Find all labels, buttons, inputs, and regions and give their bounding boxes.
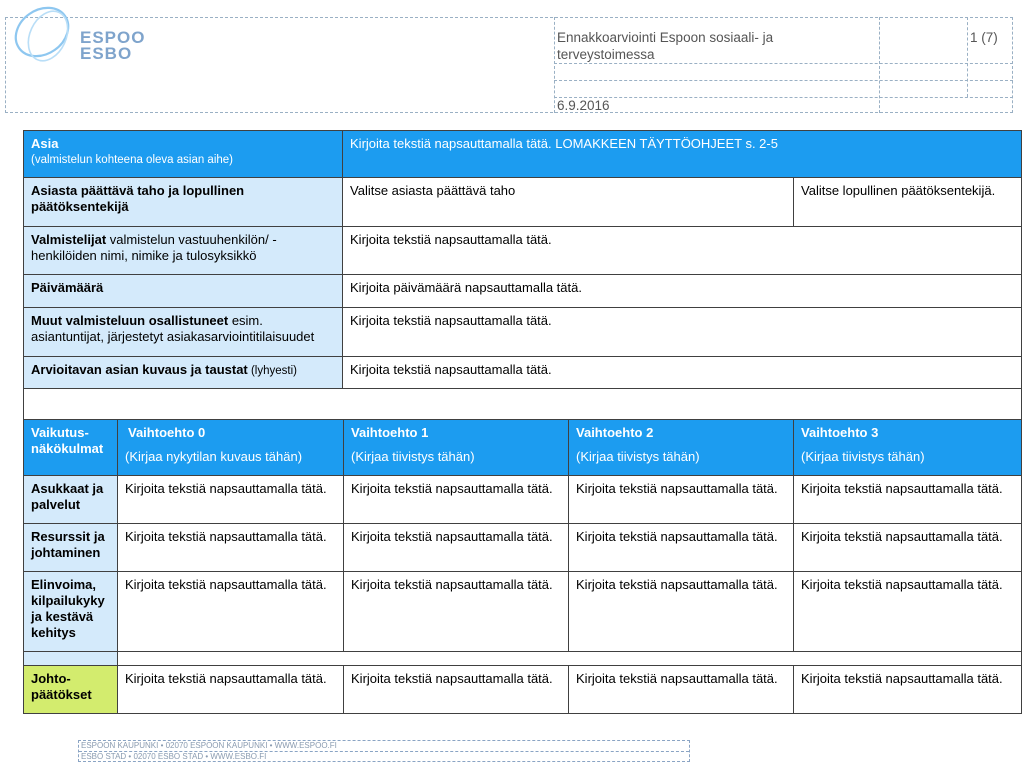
muut-sublabel: esim. asiantuntijat, järjestetyt asiakasarviointitilaisuudet <box>31 313 315 344</box>
option-1-title: Vaihtoehto 1 <box>351 425 429 440</box>
asia-label-cell <box>24 131 343 178</box>
option-0-header <box>118 420 344 476</box>
impact-cell-text: Kirjoita tekstiä napsauttamalla tätä. <box>576 529 778 544</box>
paattava-row <box>24 178 1022 227</box>
impact-cell-field[interactable] <box>118 524 344 572</box>
impact-cell-field[interactable] <box>118 572 344 652</box>
option-2-title: Vaihtoehto 2 <box>576 425 654 440</box>
option-1-subtitle: (Kirjaa tiivistys tähän) <box>351 449 475 464</box>
paattava-label: Asiasta päättävä taho ja lopullinen päätöksentekijä <box>24 178 343 227</box>
header-divider <box>554 63 1013 64</box>
conclusion-cell-text: Kirjoita tekstiä napsauttamalla tätä. <box>801 671 1003 686</box>
valmistelijat-label-cell <box>24 227 343 275</box>
impact-cell-text: Kirjoita tekstiä napsauttamalla tätä. <box>125 529 327 544</box>
lopullinen-paatoksentekija-select[interactable] <box>794 178 1022 227</box>
kuvaus-field[interactable] <box>343 357 1022 389</box>
valmistelijat-field[interactable] <box>343 227 1022 275</box>
impact-cell-text: Kirjoita tekstiä napsauttamalla tätä. <box>125 577 327 592</box>
option-2-header <box>569 420 794 476</box>
impact-cell-text: Kirjoita tekstiä napsauttamalla tätä. <box>801 577 1003 592</box>
logo-text-espoo: ESPOO <box>80 28 146 47</box>
spacer-row <box>24 389 1022 420</box>
document-title-line2: terveystoimessa <box>557 47 655 62</box>
header-divider <box>554 80 1013 81</box>
page-number: 1 (7) <box>970 30 998 45</box>
logo-text-esbo: ESBO <box>80 44 133 63</box>
impact-cell-text: Kirjoita tekstiä napsauttamalla tätä. <box>576 577 778 592</box>
muut-label: Muut valmisteluun osallistuneet <box>31 313 229 328</box>
impact-row-label: Asukkaat ja palvelut <box>24 476 118 524</box>
impact-cell-text: Kirjoita tekstiä napsauttamalla tätä. <box>351 529 553 544</box>
header-divider <box>554 17 555 113</box>
paattava-taho-value: Valitse asiasta päättävä taho <box>350 183 516 198</box>
impact-header-row <box>24 420 1022 476</box>
impact-cell-field[interactable] <box>794 572 1022 652</box>
espoo-logo <box>8 2 148 66</box>
conclusion-cell-field[interactable] <box>344 666 569 714</box>
paivamaara-label: Päivämäärä <box>24 275 343 308</box>
conclusion-row <box>24 666 1022 714</box>
option-3-header <box>794 420 1022 476</box>
header-divider <box>967 17 968 97</box>
kuvaus-sublabel: (lyhyesti) <box>247 365 297 377</box>
lopullinen-paatoksentekija-value: Valitse lopullinen päätöksentekijä. <box>801 183 996 198</box>
option-0-title: Vaihtoehto 0 <box>128 425 206 440</box>
impact-cell-field[interactable] <box>794 476 1022 524</box>
impact-row-resurssit <box>24 524 1022 572</box>
option-3-title: Vaihtoehto 3 <box>801 425 879 440</box>
valmistelijat-row <box>24 227 1022 275</box>
conclusion-cell-text: Kirjoita tekstiä napsauttamalla tätä. <box>576 671 778 686</box>
impact-cell-text: Kirjoita tekstiä napsauttamalla tätä. <box>351 481 553 496</box>
muut-value: Kirjoita tekstiä napsauttamalla tätä. <box>350 313 552 328</box>
footer-line-finnish: ESPOON KAUPUNKI • 02070 ESPOON KAUPUNKI • WWW.ESPOO.FI <box>81 741 337 750</box>
asia-label: Asia <box>31 136 59 151</box>
impact-row-label: Elinvoima, kilpailukyky ja kestävä kehitys <box>24 572 118 652</box>
impact-spacer-row <box>24 652 1022 666</box>
footer-line-swedish: ESBO STAD • 02070 ESBO STAD • WWW.ESBO.FI <box>79 751 689 762</box>
impact-cell-field[interactable] <box>344 476 569 524</box>
impact-cell-field[interactable] <box>794 524 1022 572</box>
impact-cell-field[interactable] <box>344 572 569 652</box>
asia-value: Kirjoita tekstiä napsauttamalla tätä. LOMAKKEEN TÄYTTÖOHJEET s. 2-5 <box>350 136 778 151</box>
conclusion-cell-field[interactable] <box>569 666 794 714</box>
impact-cell-field[interactable] <box>569 524 794 572</box>
asia-value-field[interactable] <box>343 131 1022 178</box>
document-title-line1: Ennakkoarviointi Espoon sosiaali- ja <box>557 30 774 45</box>
impact-cell-text: Kirjoita tekstiä napsauttamalla tätä. <box>801 529 1003 544</box>
conclusion-label: Johto-päätökset <box>24 666 118 714</box>
paattava-taho-select[interactable] <box>343 178 794 227</box>
conclusion-cell-text: Kirjoita tekstiä napsauttamalla tätä. <box>351 671 553 686</box>
muut-field[interactable] <box>343 308 1022 357</box>
valmistelijat-sublabel: valmistelun vastuuhenkilön/ -henkilöiden nimi, nimike ja tulosyksikkö <box>31 232 277 263</box>
impact-row-label: Resurssit ja johtaminen <box>24 524 118 572</box>
option-2-subtitle: (Kirjaa tiivistys tähän) <box>576 449 700 464</box>
document-title <box>557 29 877 63</box>
impact-cell-text: Kirjoita tekstiä napsauttamalla tätä. <box>801 481 1003 496</box>
impact-spacer-label <box>24 652 118 666</box>
impact-cell-field[interactable] <box>344 524 569 572</box>
option-1-header <box>344 420 569 476</box>
document-footer <box>78 740 690 762</box>
impact-cell-text: Kirjoita tekstiä napsauttamalla tätä. <box>125 481 327 496</box>
spacer-cell <box>24 389 1022 420</box>
asia-sublabel: (valmistelun kohteena oleva asian aihe) <box>31 154 234 166</box>
muut-row <box>24 308 1022 357</box>
impact-corner-label: Vaikutus-näkökulmat <box>24 420 118 476</box>
assessment-form-table <box>23 130 1022 714</box>
option-0-subtitle: (Kirjaa nykytilan kuvaus tähän) <box>125 449 303 464</box>
paivamaara-field[interactable] <box>343 275 1022 308</box>
impact-cell-text: Kirjoita tekstiä napsauttamalla tätä. <box>576 481 778 496</box>
kuvaus-value: Kirjoita tekstiä napsauttamalla tätä. <box>350 362 552 377</box>
impact-spacer-cell <box>118 652 1022 666</box>
conclusion-cell-field[interactable] <box>794 666 1022 714</box>
muut-label-cell <box>24 308 343 357</box>
paivamaara-value: Kirjoita päivämäärä napsauttamalla tätä. <box>350 280 582 295</box>
impact-row-asukkaat <box>24 476 1022 524</box>
document-date: 6.9.2016 <box>557 98 610 113</box>
conclusion-cell-field[interactable] <box>118 666 344 714</box>
valmistelijat-label: Valmistelijat <box>31 232 107 247</box>
paivamaara-row <box>24 275 1022 308</box>
impact-cell-text: Kirjoita tekstiä napsauttamalla tätä. <box>351 577 553 592</box>
impact-cell-field[interactable] <box>569 476 794 524</box>
kuvaus-label-cell <box>24 357 343 389</box>
option-3-subtitle: (Kirjaa tiivistys tähän) <box>801 449 925 464</box>
header-divider <box>879 17 880 113</box>
impact-cell-field[interactable] <box>569 572 794 652</box>
kuvaus-row <box>24 357 1022 389</box>
impact-row-elinvoima <box>24 572 1022 652</box>
impact-cell-field[interactable] <box>118 476 344 524</box>
header-divider <box>554 97 1013 98</box>
kuvaus-label: Arvioitavan asian kuvaus ja taustat <box>31 362 248 377</box>
asia-row <box>24 131 1022 178</box>
espoo-logo-icon <box>8 2 78 66</box>
valmistelijat-value: Kirjoita tekstiä napsauttamalla tätä. <box>350 232 552 247</box>
conclusion-cell-text: Kirjoita tekstiä napsauttamalla tätä. <box>125 671 327 686</box>
